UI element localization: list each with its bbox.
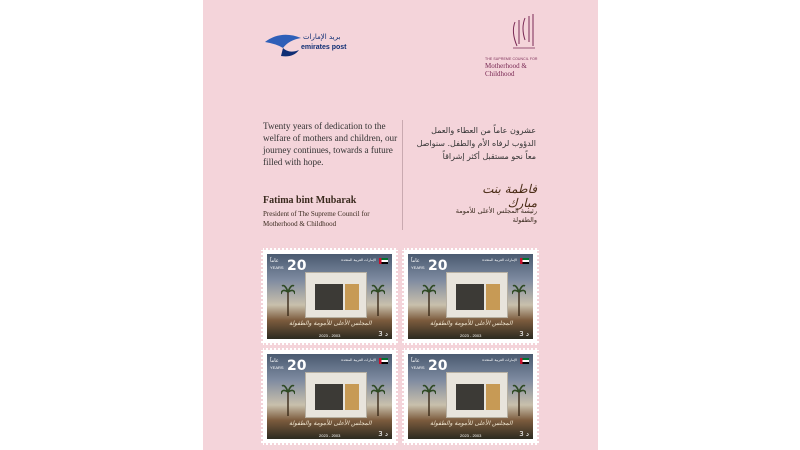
stamp-block xyxy=(261,248,541,446)
stamp-years-arabic: عاماً xyxy=(270,358,279,364)
stamp-anniversary-number: 20 xyxy=(428,258,448,274)
stamp xyxy=(261,348,398,445)
stamp-anniversary-number: 20 xyxy=(287,258,307,274)
scmc-name: Motherhood & Childhood xyxy=(485,62,527,78)
stamp-years-english: YEARS xyxy=(411,365,425,370)
stamp-calligraphy: المجلس الأعلى للأمومة والطفولة xyxy=(430,320,513,327)
building-gold-panel xyxy=(345,284,359,310)
stamp-year-range: 2023 - 2003 xyxy=(460,433,482,438)
signatory-name-arabic: فاطمة بنت مبارك xyxy=(482,182,537,210)
building-gold-panel xyxy=(345,384,359,410)
emirates-post-arabic: بريد الإمارات xyxy=(303,33,341,41)
stamp xyxy=(402,348,539,445)
building-window xyxy=(456,284,484,310)
palm-tree-icon xyxy=(512,382,526,416)
stamp-years-arabic: عاماً xyxy=(411,258,420,264)
building-gold-panel xyxy=(486,284,500,310)
palm-tree-icon xyxy=(281,282,295,316)
palm-tree-icon xyxy=(281,382,295,416)
stamp-country: الإمارات العربية المتحدة xyxy=(482,258,517,262)
stamp-years-english: YEARS xyxy=(270,365,284,370)
stamp-value: 3 د xyxy=(519,330,529,338)
stamp-year-range: 2023 - 2003 xyxy=(460,333,482,338)
stamp-years-arabic: عاماً xyxy=(270,258,279,264)
stamp-years-arabic: عاماً xyxy=(411,358,420,364)
building-window xyxy=(315,284,343,310)
stamp-sheet xyxy=(203,0,598,450)
stamp-calligraphy: المجلس الأعلى للأمومة والطفولة xyxy=(289,320,372,327)
stamp-value: 3 د xyxy=(378,330,388,338)
stamp-years-english: YEARS xyxy=(270,265,284,270)
emirates-post-english: emirates post xyxy=(301,44,347,51)
stamp-image xyxy=(408,354,533,439)
signatory-role-arabic: رئيسة المجلس الأعلى للأمومة والطفولة xyxy=(455,207,537,224)
stamp xyxy=(402,248,539,345)
palm-tree-icon xyxy=(371,282,385,316)
stamp-calligraphy: المجلس الأعلى للأمومة والطفولة xyxy=(430,420,513,427)
scmc-council-label: THE SUPREME COUNCIL FOR xyxy=(485,57,538,61)
stamp-image xyxy=(267,354,392,439)
stamp-calligraphy: المجلس الأعلى للأمومة والطفولة xyxy=(289,420,372,427)
stamp-image xyxy=(267,254,392,339)
palm-tree-icon xyxy=(422,282,436,316)
uae-flag-icon xyxy=(520,258,529,264)
stamp xyxy=(261,248,398,345)
stamp-image xyxy=(408,254,533,339)
palm-tree-icon xyxy=(371,382,385,416)
stamp-year-range: 2023 - 2003 xyxy=(319,433,341,438)
uae-flag-icon xyxy=(379,358,388,364)
divider xyxy=(402,120,403,230)
stamp-year-range: 2023 - 2003 xyxy=(319,333,341,338)
stamp-country: الإمارات العربية المتحدة xyxy=(482,358,517,362)
uae-flag-icon xyxy=(379,258,388,264)
stamp-anniversary-number: 20 xyxy=(428,358,448,374)
stamp-years-english: YEARS xyxy=(411,265,425,270)
stamp-value: 3 د xyxy=(378,430,388,438)
scmc-calligraphy-logo xyxy=(509,12,539,52)
building-window xyxy=(315,384,343,410)
quote-arabic: عشرون عاماً من العطاء والعمل الدؤوب لرفاه الأم والطفل. سنواصل معاً نحو مستقبل أكثر إشراقاً xyxy=(416,126,536,161)
palm-tree-icon xyxy=(512,282,526,316)
stamp-country: الإمارات العربية المتحدة xyxy=(341,358,376,362)
quote-english: Twenty years of dedication to the welfare of mothers and children, our journey continues, towards a future filled with hope. xyxy=(263,121,398,167)
stamp-country: الإمارات العربية المتحدة xyxy=(341,258,376,262)
stamp-anniversary-number: 20 xyxy=(287,358,307,374)
signatory-role-english: President of The Supreme Council for Motherhood & Childhood xyxy=(263,210,370,228)
uae-flag-icon xyxy=(520,358,529,364)
signatory-name-english: Fatima bint Mubarak xyxy=(263,195,357,206)
building-gold-panel xyxy=(486,384,500,410)
palm-tree-icon xyxy=(422,382,436,416)
stamp-value: 3 د xyxy=(519,430,529,438)
building-window xyxy=(456,384,484,410)
